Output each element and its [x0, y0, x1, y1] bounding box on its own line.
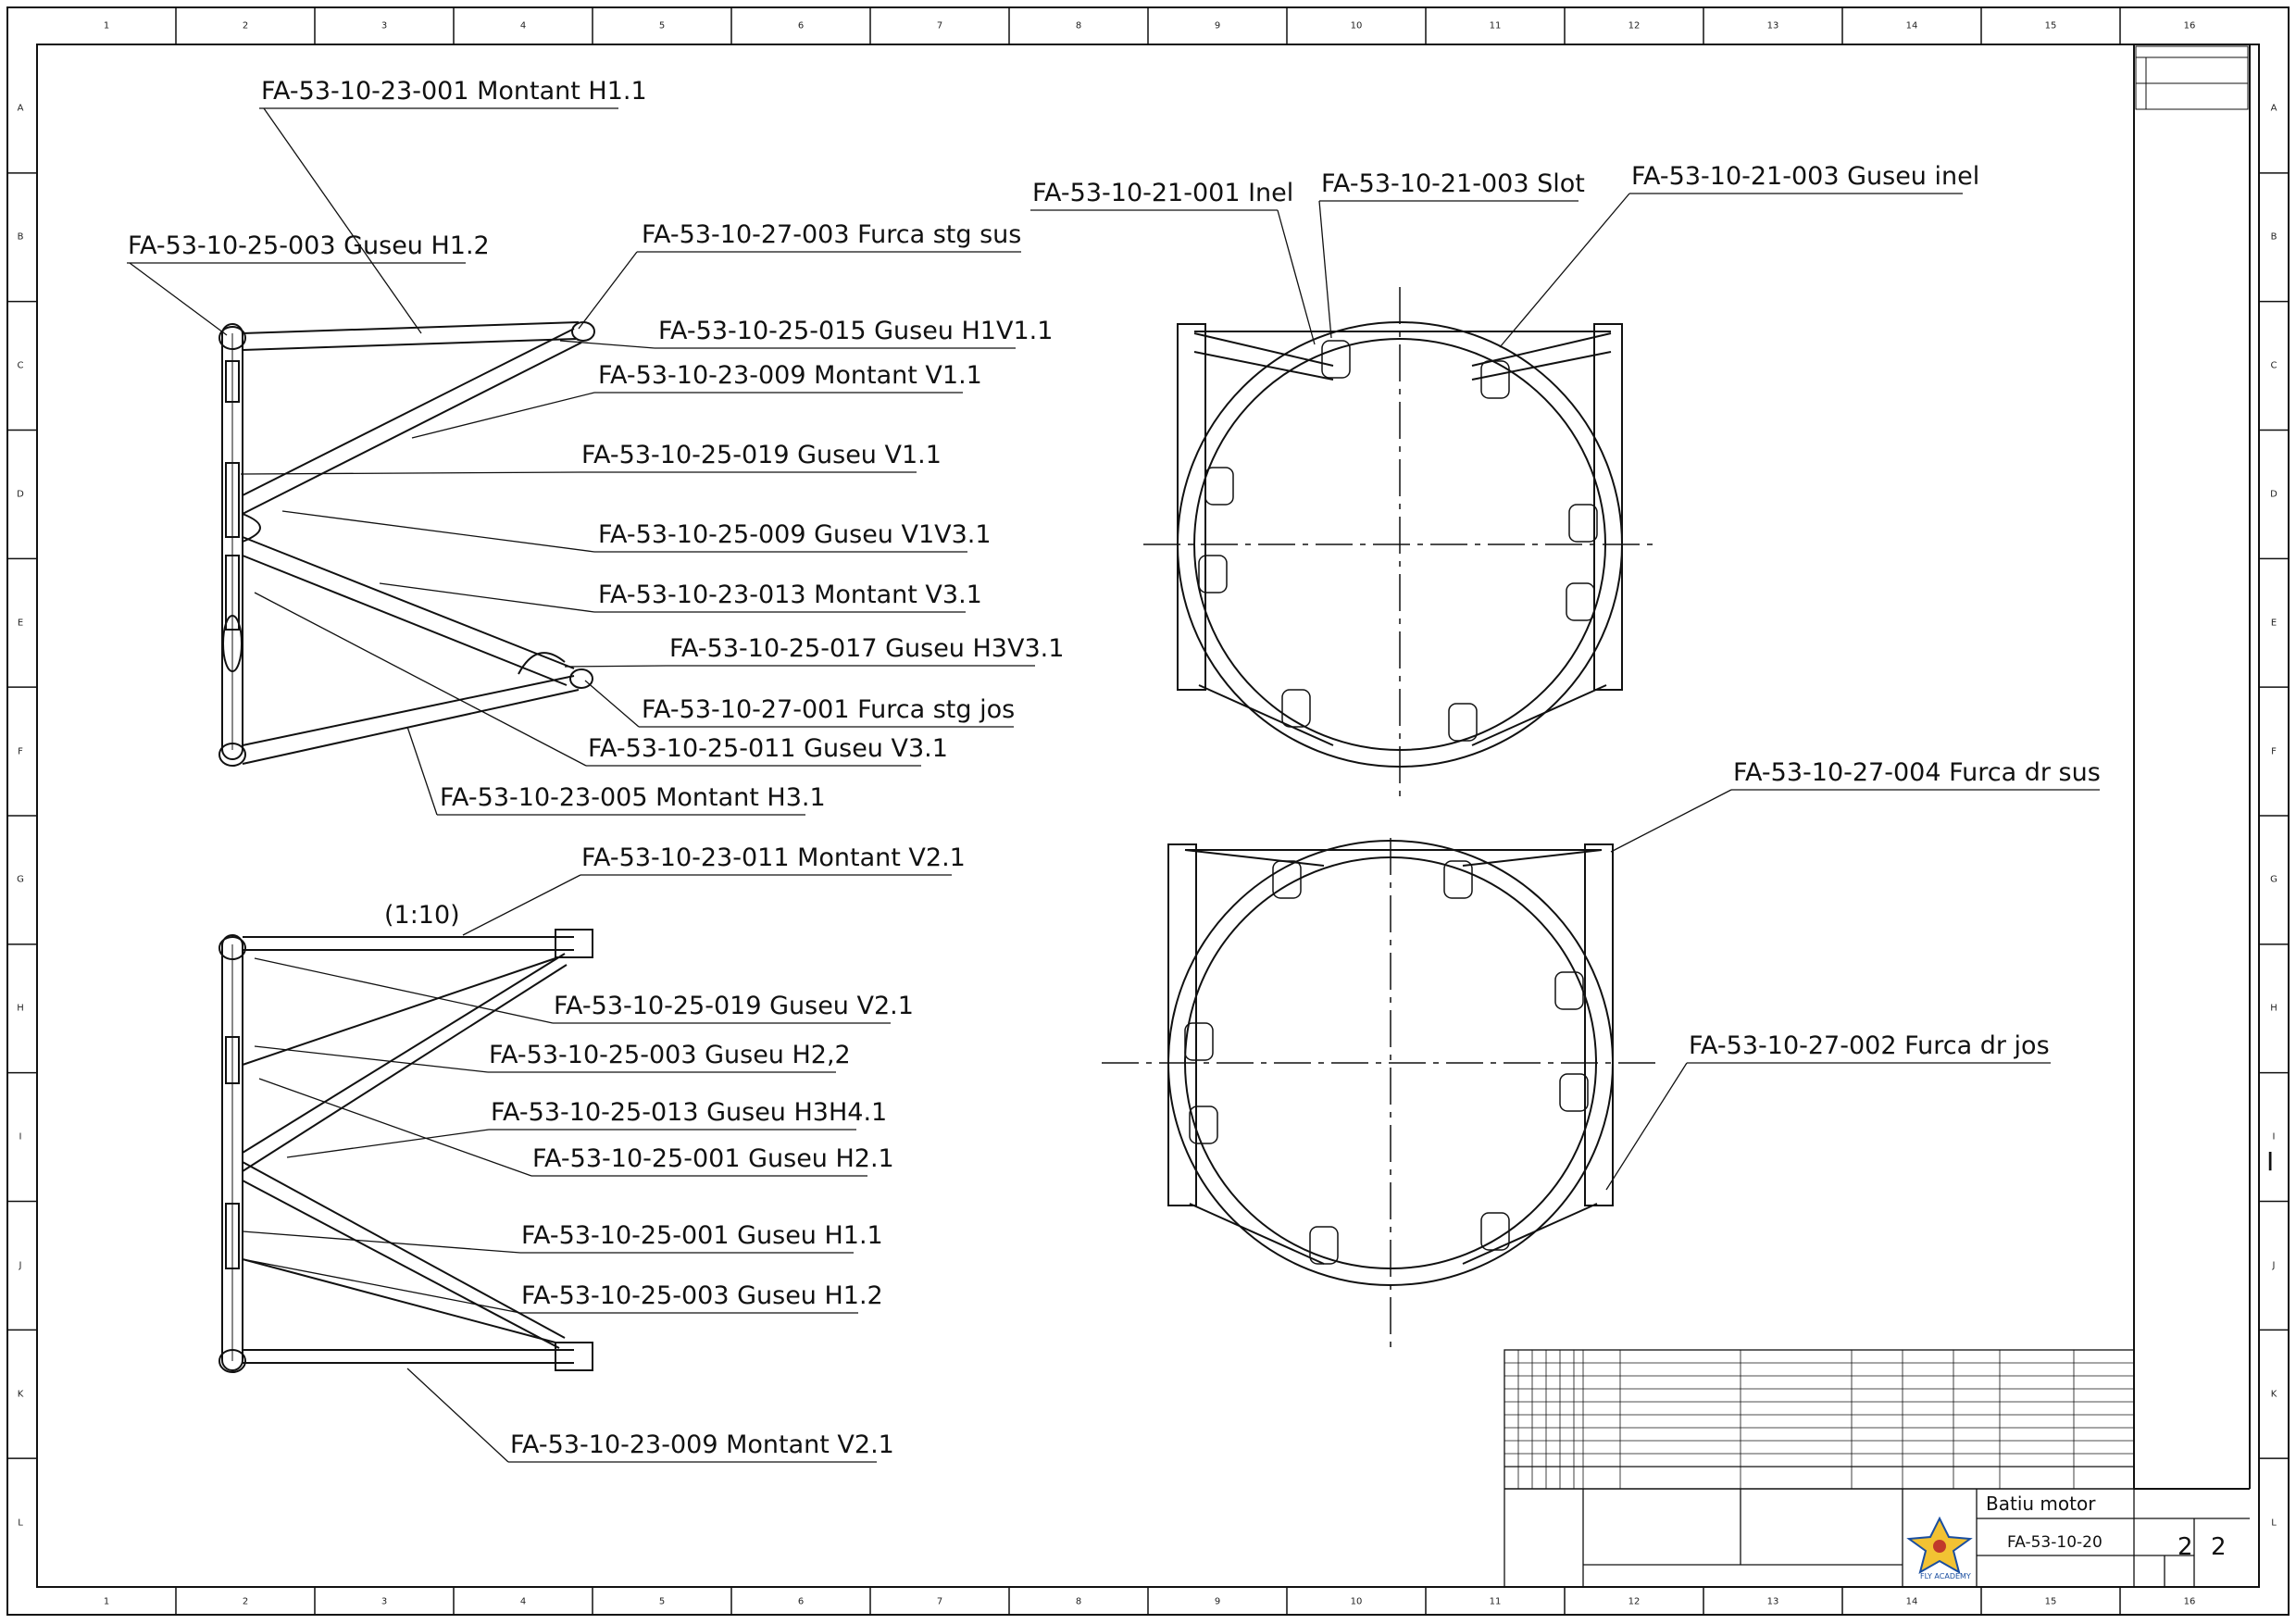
callout-guseu-h3v31: FA-53-10-25-017 Guseu H3V3.1 — [669, 634, 1065, 663]
frame-row-left-J: J — [19, 1260, 22, 1271]
frame-col-bottom-16: 16 — [2183, 1596, 2196, 1607]
frame-row-left-A: A — [17, 103, 24, 114]
frame-col-top-1: 1 — [103, 20, 110, 31]
frame-col-bottom-2: 2 — [242, 1596, 249, 1607]
callout-montant-h11: FA-53-10-23-001 Montant H1.1 — [261, 77, 647, 106]
frame-col-top-11: 11 — [1489, 20, 1502, 31]
callout-guseu-v21: FA-53-10-25-019 Guseu V2.1 — [554, 992, 914, 1020]
frame-row-right-B: B — [2270, 231, 2277, 243]
frame-row-right-D: D — [2270, 489, 2277, 500]
frame-col-top-10: 10 — [1350, 20, 1363, 31]
frame-col-bottom-4: 4 — [519, 1596, 527, 1607]
frame-col-bottom-5: 5 — [658, 1596, 666, 1607]
upper-ring-view — [1143, 287, 1657, 801]
frame-row-right-J: J — [2272, 1260, 2276, 1271]
logo-text: FLY ACADEMY — [1920, 1572, 1971, 1580]
frame-col-bottom-12: 12 — [1628, 1596, 1641, 1607]
frame-col-top-9: 9 — [1214, 20, 1221, 31]
callout-furca-dr-sus: FA-53-10-27-004 Furca dr sus — [1733, 758, 2101, 787]
frame-row-right-I: I — [2272, 1131, 2276, 1143]
callout-guseu-h12: FA-53-10-25-003 Guseu H1.2 — [128, 231, 490, 260]
frame-row-left-D: D — [17, 489, 24, 500]
callout-guseu-v1v31: FA-53-10-25-009 Guseu V1V3.1 — [598, 520, 992, 549]
frame-col-top-7: 7 — [936, 20, 943, 31]
frame-col-bottom-15: 15 — [2044, 1596, 2057, 1607]
frame-row-right-A: A — [2270, 103, 2277, 114]
callout-montant-v11: FA-53-10-23-009 Montant V1.1 — [598, 361, 982, 390]
scale-label: (1:10) — [384, 901, 460, 930]
frame-col-top-2: 2 — [242, 20, 249, 31]
frame-col-bottom-14: 14 — [1905, 1596, 1918, 1607]
callout-inel: FA-53-10-21-001 Inel — [1032, 179, 1294, 207]
callout-guseu-inel: FA-53-10-21-003 Guseu inel — [1631, 162, 1980, 191]
inner-frame — [37, 44, 2259, 1587]
frame-col-top-6: 6 — [797, 20, 805, 31]
callout-guseu-v11: FA-53-10-25-019 Guseu V1.1 — [581, 441, 942, 469]
frame-row-left-L: L — [18, 1518, 23, 1529]
frame-row-right-C: C — [2270, 360, 2277, 371]
frame-row-right-G: G — [2270, 874, 2277, 885]
frame-col-top-16: 16 — [2183, 20, 2196, 31]
frame-row-right-K: K — [2270, 1389, 2277, 1400]
frame-col-bottom-13: 13 — [1766, 1596, 1779, 1607]
side-mark: I — [2266, 1146, 2275, 1177]
frame-row-left-E: E — [17, 618, 24, 629]
frame-row-left-I: I — [19, 1131, 22, 1143]
callout-guseu-h11: FA-53-10-25-001 Guseu H1.1 — [521, 1221, 883, 1250]
callout-furca-dr-jos: FA-53-10-27-002 Furca dr jos — [1689, 1031, 2050, 1060]
callout-guseu-v31: FA-53-10-25-011 Guseu V3.1 — [588, 734, 948, 763]
frame-col-top-5: 5 — [658, 20, 666, 31]
frame-row-left-B: B — [17, 231, 24, 243]
lower-ring-view — [1102, 838, 1657, 1352]
frame-col-top-4: 4 — [519, 20, 527, 31]
callout-guseu-h21: FA-53-10-25-001 Guseu H2.1 — [532, 1144, 894, 1173]
frame-col-bottom-10: 10 — [1350, 1596, 1363, 1607]
frame-col-top-15: 15 — [2044, 20, 2057, 31]
callout-montant-h31: FA-53-10-23-005 Montant H3.1 — [440, 783, 826, 812]
logo-emblem — [1909, 1518, 1970, 1572]
callout-guseu-h12-lower: FA-53-10-25-003 Guseu H1.2 — [521, 1281, 883, 1310]
title-block-title: Batiu motor — [1986, 1493, 2096, 1515]
frame-col-bottom-3: 3 — [381, 1596, 388, 1607]
frame-row-right-L: L — [2271, 1518, 2277, 1529]
frame-col-top-14: 14 — [1905, 20, 1918, 31]
frame-row-right-H: H — [2270, 1003, 2277, 1014]
frame-row-left-G: G — [17, 874, 24, 885]
callout-furca-stg-sus: FA-53-10-27-003 Furca stg sus — [642, 220, 1022, 249]
frame-col-bottom-1: 1 — [103, 1596, 110, 1607]
callout-guseu-h22: FA-53-10-25-003 Guseu H2,2 — [489, 1041, 851, 1069]
frame-col-bottom-7: 7 — [936, 1596, 943, 1607]
title-block — [1504, 1350, 2250, 1587]
callout-montant-v21-top: FA-53-10-23-011 Montant V2.1 — [581, 843, 966, 872]
frame-col-bottom-6: 6 — [797, 1596, 805, 1607]
callout-guseu-h3h41: FA-53-10-25-013 Guseu H3H4.1 — [491, 1098, 888, 1127]
frame-row-left-F: F — [18, 746, 23, 757]
callout-montant-v21-bottom: FA-53-10-23-009 Montant V2.1 — [510, 1430, 894, 1459]
frame-col-top-12: 12 — [1628, 20, 1641, 31]
callout-furca-stg-jos: FA-53-10-27-001 Furca stg jos — [642, 695, 1016, 724]
callout-guseu-h1v11: FA-53-10-25-015 Guseu H1V1.1 — [658, 317, 1054, 345]
frame-col-bottom-11: 11 — [1489, 1596, 1502, 1607]
frame-col-bottom-8: 8 — [1075, 1596, 1082, 1607]
frame-row-left-C: C — [17, 360, 24, 371]
frame-row-right-F: F — [2271, 746, 2277, 757]
frame-col-bottom-9: 9 — [1214, 1596, 1221, 1607]
callout-slot: FA-53-10-21-003 Slot — [1321, 169, 1585, 198]
frame-row-left-K: K — [17, 1389, 24, 1400]
title-block-drawing-number: FA-53-10-20 — [2007, 1533, 2103, 1552]
title-block-sheet: 2 — [2177, 1533, 2193, 1561]
callout-montant-v31: FA-53-10-23-013 Montant V3.1 — [598, 581, 982, 609]
frame-row-left-H: H — [17, 1003, 24, 1014]
frame-row-right-E: E — [2270, 618, 2277, 629]
frame-col-top-13: 13 — [1766, 20, 1779, 31]
frame-col-top-8: 8 — [1075, 20, 1082, 31]
frame-col-top-3: 3 — [381, 20, 388, 31]
title-block-sheets: 2 — [2211, 1533, 2227, 1561]
